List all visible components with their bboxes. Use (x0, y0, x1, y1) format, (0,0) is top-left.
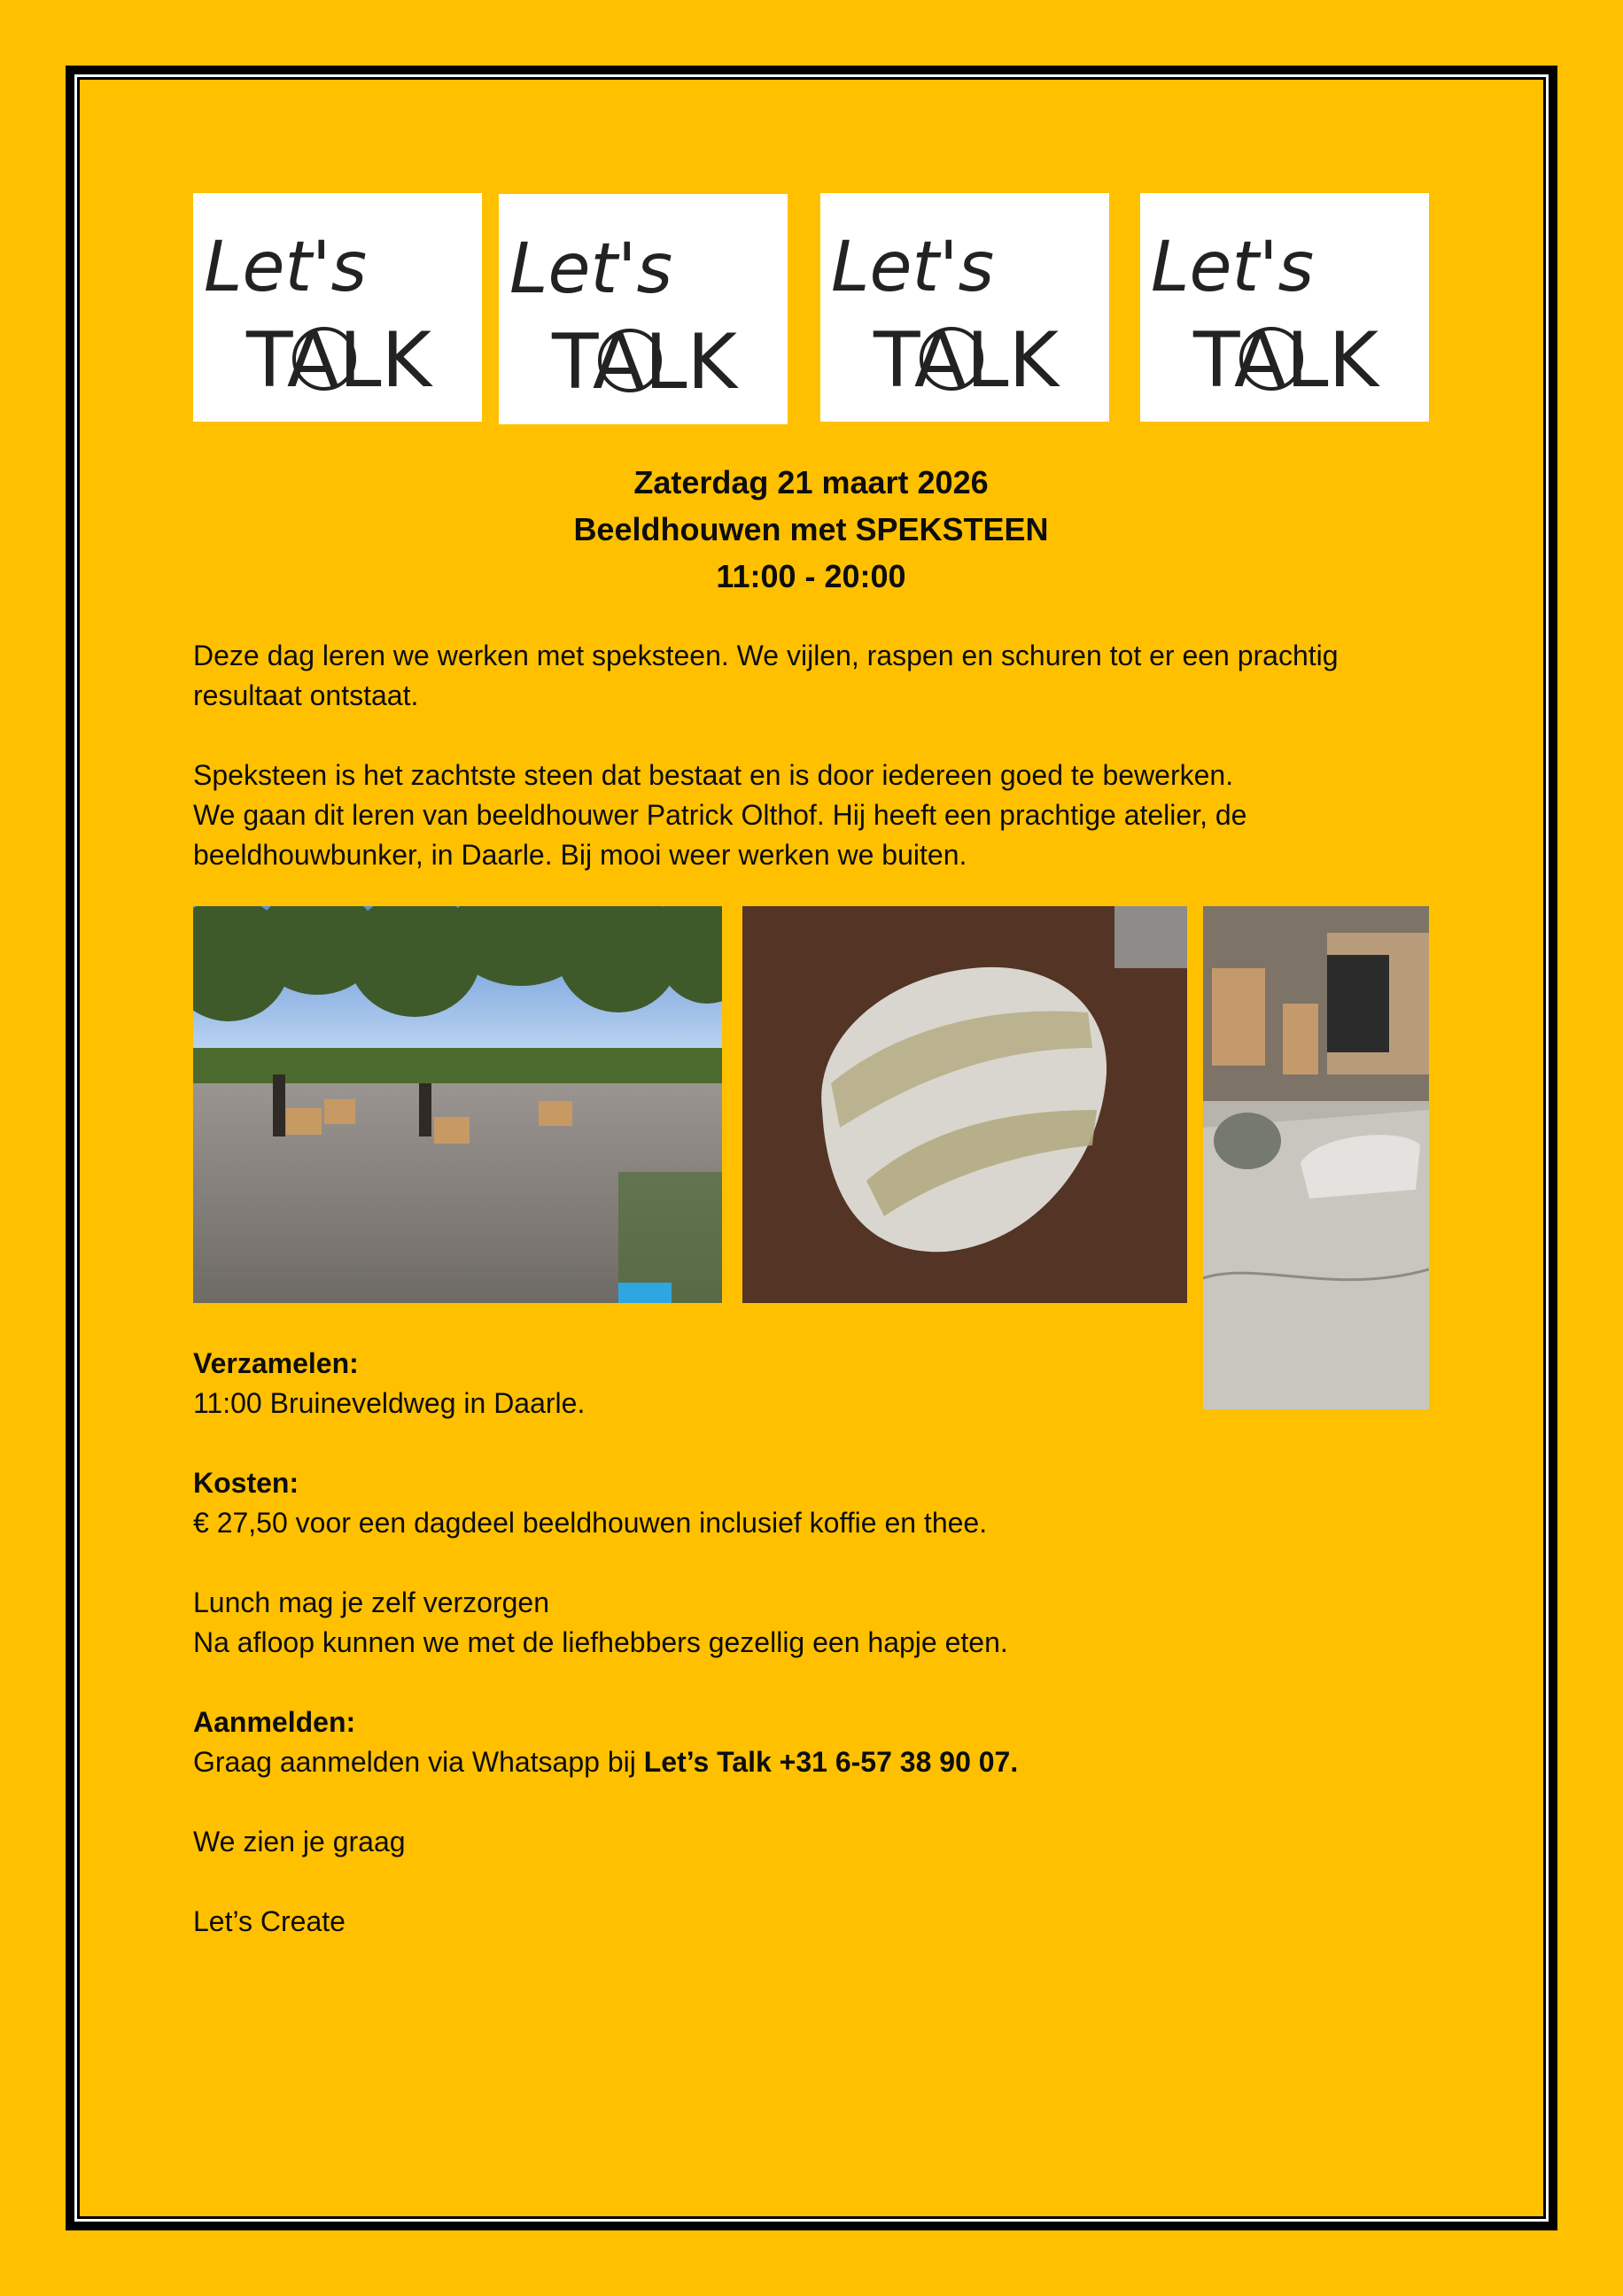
lunch-line: Lunch mag je zelf verzorgen (193, 1586, 549, 1618)
signup-contact: Let’s Talk +31 6-57 38 90 07. (643, 1746, 1019, 1778)
lets-talk-logo (1140, 193, 1429, 422)
cost-label: Kosten: (193, 1467, 299, 1499)
intro-line: Speksteen is het zachtste steen dat bestaat en is door iedereen goed te bewerken. (193, 759, 1234, 791)
closing-text: We zien je graag (193, 1826, 406, 1858)
studio-sculptures-photo-icon (1203, 906, 1429, 1409)
svg-text:Let's: Let's (509, 229, 673, 309)
signup-text-prefix: Graag aanmelden via Whatsapp bij (193, 1746, 644, 1778)
lets-talk-logo-icon (193, 193, 482, 422)
event-time: 11:00 - 20:00 (716, 558, 906, 594)
lets-talk-logo-icon (820, 193, 1109, 422)
svg-text:TALK: TALK (552, 318, 737, 407)
svg-text:TALK: TALK (246, 316, 431, 405)
lets-talk-logo-icon (499, 194, 788, 424)
svg-text:Let's: Let's (1151, 228, 1315, 307)
signup-text (193, 1742, 1433, 1782)
after-line: Na afloop kunnen we met de liefhebbers gezellig een hapje eten. (193, 1626, 1008, 1658)
outdoor-workshop-photo-icon (193, 906, 722, 1303)
soapstone-sculpture-photo (742, 906, 1187, 1303)
event-date: Zaterdag 21 maart 2026 (633, 464, 989, 500)
svg-text:Let's: Let's (831, 228, 995, 307)
gather-label: Verzamelen: (193, 1347, 359, 1379)
intro-paragraph: Deze dag leren we werken met speksteen. We vijlen, raspen en schuren tot er een prachtig resultaat ontstaat. (193, 640, 1339, 711)
intro-paragraph-2: We gaan dit leren van beeldhouwer Patrick Olthof. Hij heeft een prachtige atelier, de beeldhouwbunker, in Daarle. Bij mooi weer werken we buiten. (193, 799, 1247, 871)
lets-talk-logo (193, 193, 482, 422)
gather-text: 11:00 Bruineveldweg in Daarle. (193, 1387, 586, 1419)
lets-talk-logo (820, 193, 1109, 422)
cost-text: € 27,50 voor een dagdeel beeldhouwen inclusief koffie en thee. (193, 1507, 988, 1539)
event-title: Beeldhouwen met SPEKSTEEN (573, 511, 1049, 547)
lets-talk-logo-icon (1140, 193, 1429, 422)
soapstone-sculpture-photo-icon (742, 906, 1187, 1303)
lets-talk-logo (499, 194, 788, 424)
studio-sculptures-photo (1203, 906, 1429, 1409)
svg-text:Let's: Let's (204, 228, 368, 307)
svg-text:TALK: TALK (1193, 316, 1378, 405)
signature: Let’s Create (193, 1905, 346, 1937)
svg-text:TALK: TALK (874, 316, 1059, 405)
outdoor-workshop-photo (193, 906, 722, 1303)
signup-label: Aanmelden: (193, 1706, 356, 1738)
